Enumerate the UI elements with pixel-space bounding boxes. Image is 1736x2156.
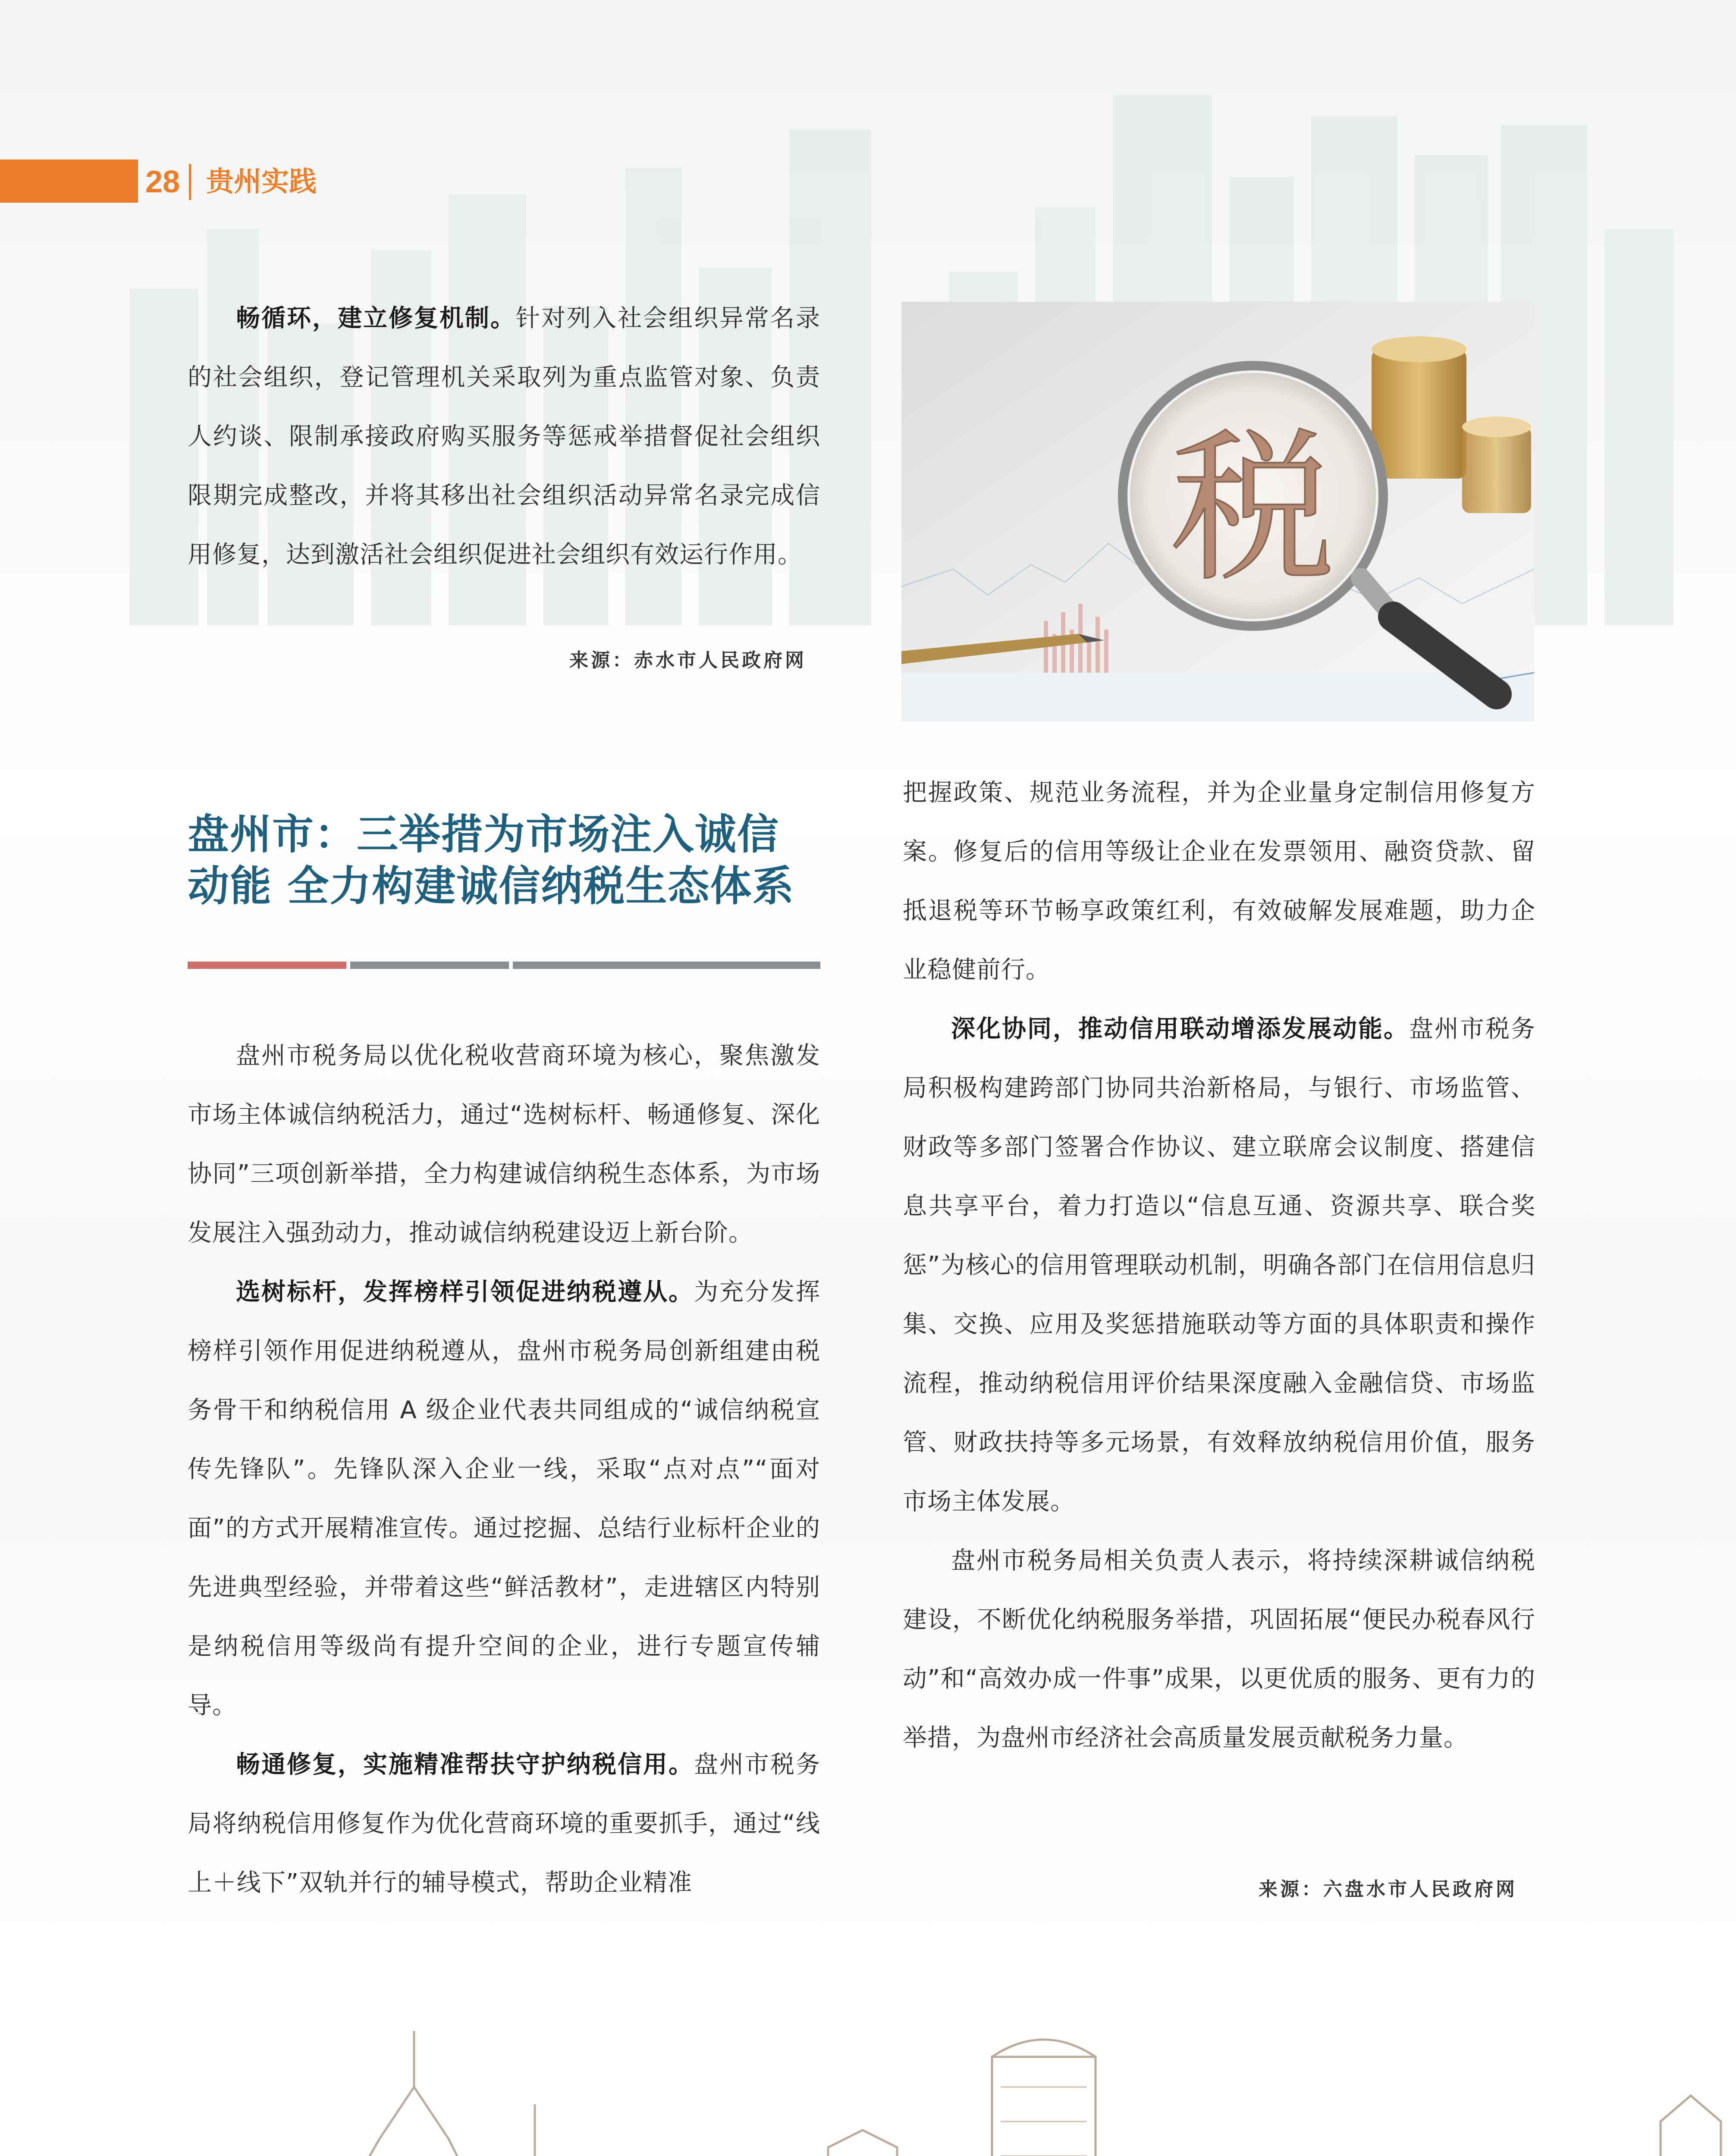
paragraph-body: 针对列入社会组织异常名录的社会组织，登记管理机关采取列为重点监管对象、负责人约谈、限制承接政府购买服务等惩戒举措督促社会组织限期完成整改，并将其移出社会组织活动异常名录完成信用修复，达到激活社会组织促进社会组织有效运行作用。	[188, 304, 820, 569]
paragraph-1	[188, 1263, 820, 1735]
article-main-source: 来源：六盘水市人民政府网	[1259, 1878, 1517, 1900]
intro-paragraph: 盘州市税务局以优化税收营商环境为核心，聚焦激发市场主体诚信纳税活力，通过“选树标杆、畅通修复、深化协同”三项创新举措，全力构建诚信纳税生态体系，为市场发展注入强劲动力，推动诚信纳税建设迈上新台阶。	[188, 1042, 820, 1247]
paragraph-2-continued: 把握政策、规范业务流程，并为企业量身定制信用修复方案。修复后的信用等级让企业在发票领用、融资贷款、留抵退税等环节畅享政策红利，有效破解发展难题，助力企业稳健前行。	[903, 779, 1535, 984]
header-accent-bar	[0, 160, 138, 203]
paragraph-3-lead: 深化协同，推动信用联动增添发展动能。	[951, 1015, 1409, 1043]
article-main-left-column	[188, 1026, 820, 1912]
headline-rule-red	[188, 962, 346, 969]
page-number: 28	[145, 165, 180, 199]
paragraph-2-body: 盘州市税务局将纳税信用修复作为优化营商环境的重要抓手，通过“线上＋线下”双轨并行的辅导模式，帮助企业精准	[188, 1751, 820, 1897]
headline-line-2: 动能 全力构建诚信纳税生态体系	[188, 862, 795, 910]
header-divider	[189, 164, 191, 200]
paragraph-3	[903, 1000, 1535, 1531]
paragraph-lead: 畅循环，建立修复机制。	[236, 304, 516, 332]
article-main-right-column	[903, 763, 1535, 1767]
paragraph-3-body: 盘州市税务局积极构建跨部门协同共治新格局，与银行、市场监管、财政等多部门签署合作协议、建立联席会议制度、搭建信息共享平台，着力打造以“信息互通、资源共享、联合奖惩”为核心的信用管理联动机制，明确各部门在信用信息归集、交换、应用及奖惩措施联动等方面的具体职责和操作流程，推动纳税信用评价结果深度融入金融信贷、市场监管、财政扶持等多元场景，有效释放纳税信用价值，服务市场主体发展。	[903, 1015, 1535, 1516]
paragraph-1-body: 为充分发挥榜样引领作用促进纳税遵从，盘州市税务局创新组建由税务骨干和纳税信用 A 级企业代表共同组成的“诚信纳税宣传先锋队”。先锋队深入企业一线，采取“点对点”“面对面”的方式开展精准宣传。通过挖掘、总结行业标杆企业的先进典型经验，并带着这些“鲜活教材”，走进辖区内特别是纳税信用等级尚有提升空间的企业，进行专题宣传辅导。	[188, 1278, 820, 1720]
headline-line-1: 盘州市：三举措为市场注入诚信	[188, 810, 779, 859]
tax-character: 税	[1171, 413, 1335, 604]
skyline-sketch-illustration	[0, 1958, 1736, 2156]
article-top-source: 来源：赤水市人民政府网	[569, 649, 807, 671]
article-top-column	[188, 289, 820, 584]
section-title: 贵州实践	[206, 166, 317, 198]
headline-rule-gray	[350, 962, 509, 969]
paragraph-2	[188, 1735, 820, 1912]
paragraph-1-lead: 选树标杆，发挥榜样引领促进纳税遵从。	[236, 1278, 694, 1306]
paragraph-2-lead: 畅通修复，实施精准帮扶守护纳税信用。	[236, 1751, 694, 1779]
article-top-paragraph	[188, 289, 820, 584]
paragraph-4: 盘州市税务局相关负责人表示，将持续深耕诚信纳税建设，不断优化纳税服务举措，巩固拓展“便民办税春风行动”和“高效办成一件事”成果，以更优质的服务、更有力的举措，为盘州市经济社会高质量发展贡献税务力量。	[903, 1547, 1535, 1752]
headline-rule-gray-long	[513, 962, 820, 969]
tax-magnifier-photo	[901, 302, 1534, 721]
article-headline	[188, 808, 835, 912]
